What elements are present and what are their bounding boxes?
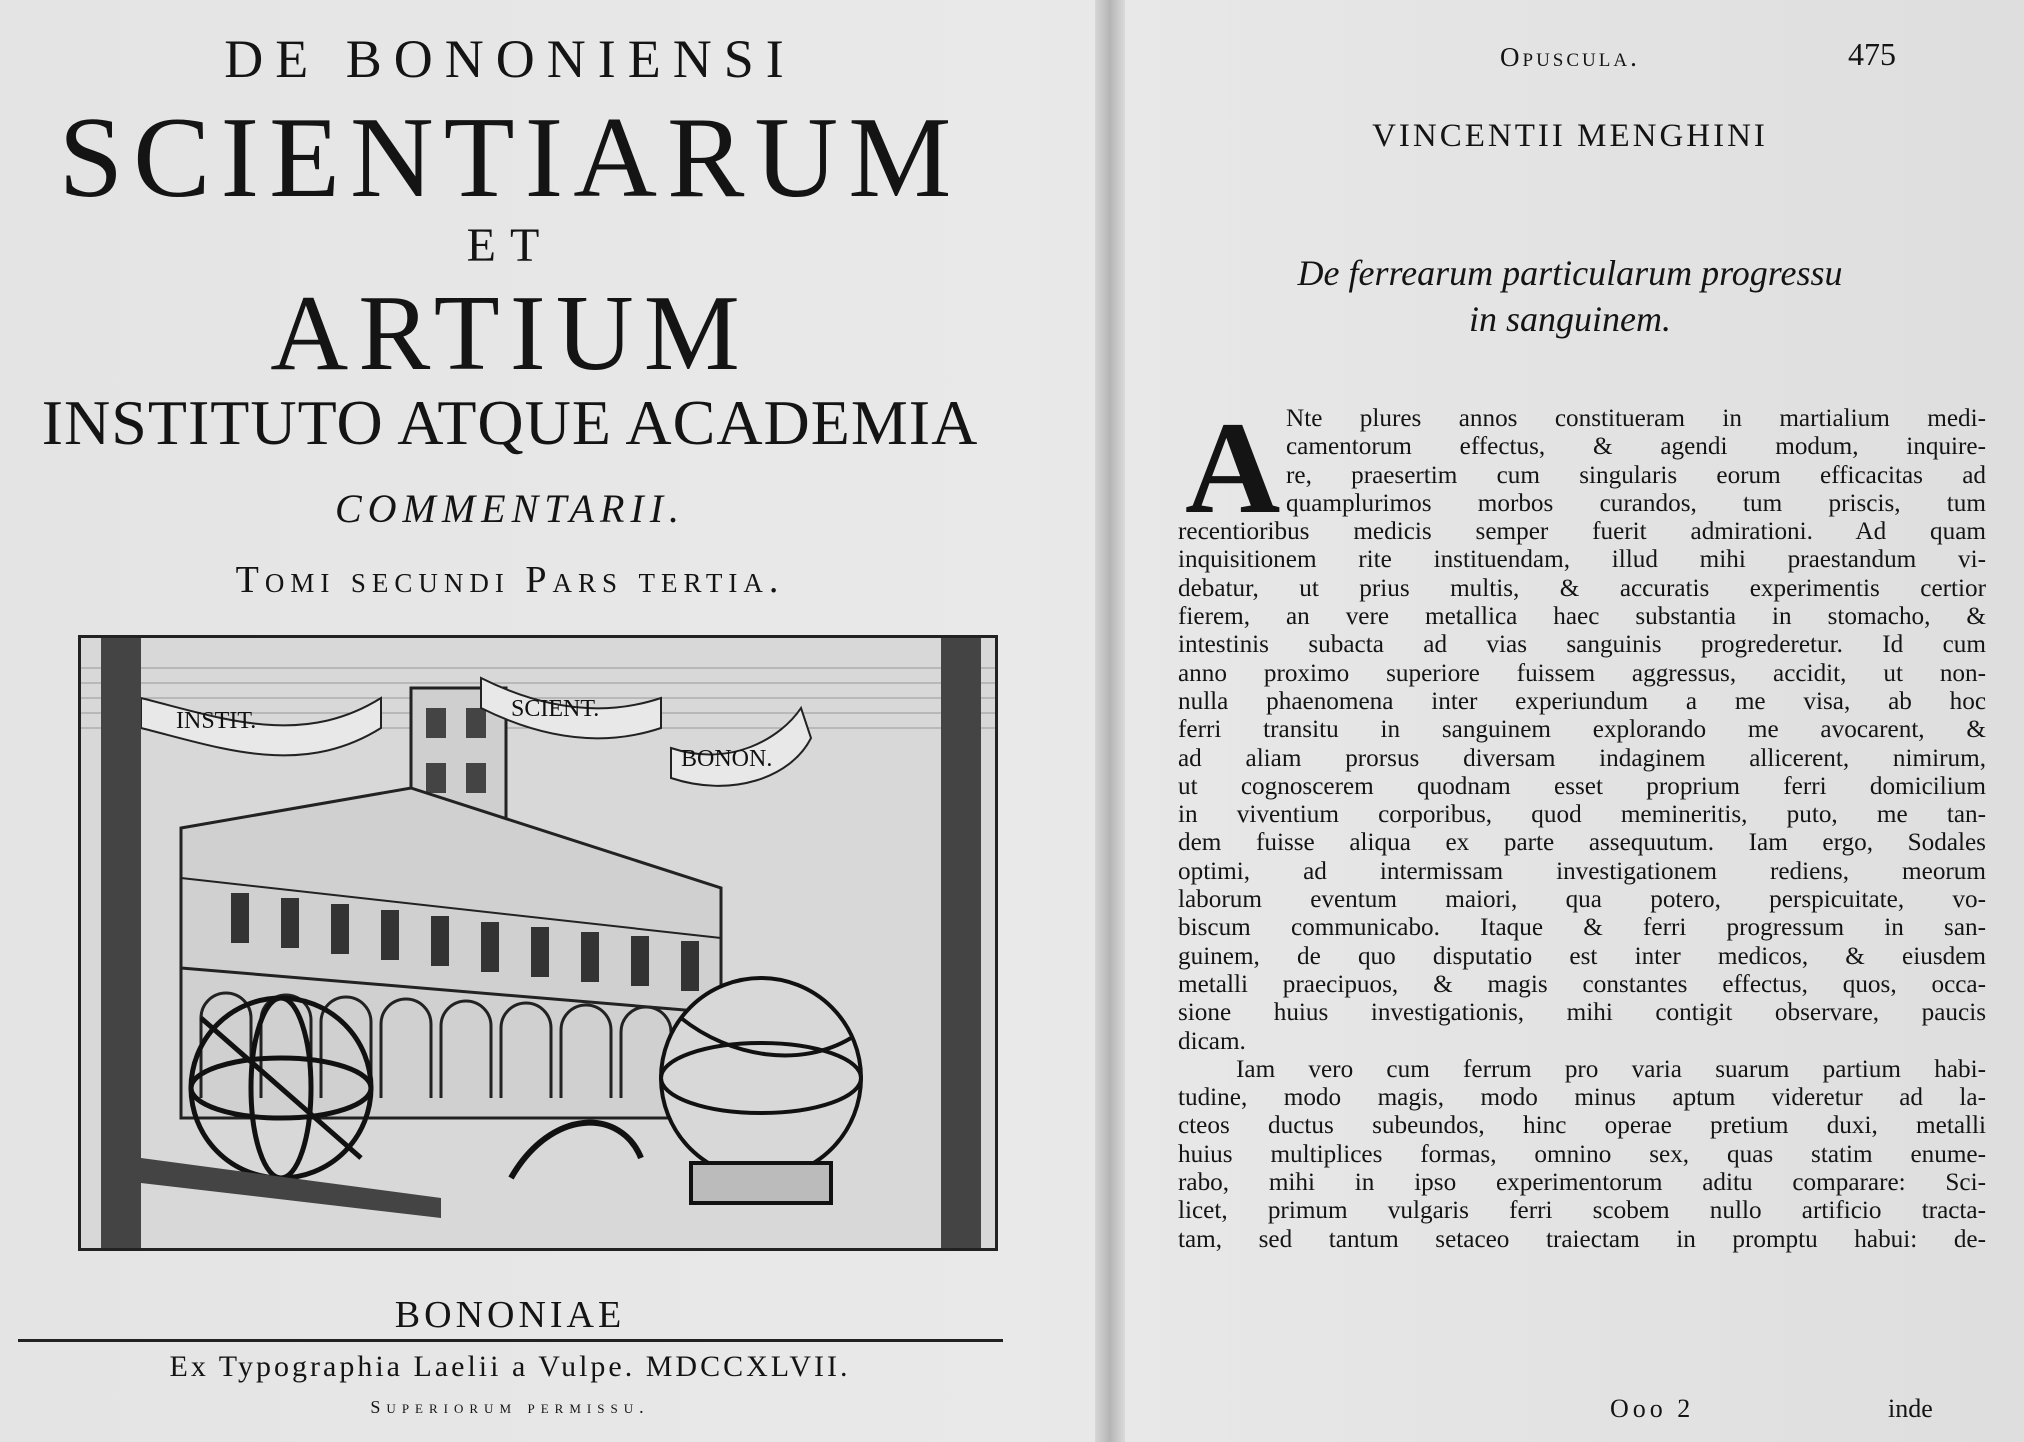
body-line: sione huius investigationis, mihi contigit observare, paucis bbox=[1178, 999, 1986, 1027]
running-head: Opuscula. bbox=[1500, 42, 1640, 72]
body-line: ut cognoscerem quodnam esset proprium ferri domicilium bbox=[1178, 772, 1986, 800]
body-line: licet, primum vulgaris ferri scobem nullo artificio tracta- bbox=[1178, 1197, 1986, 1225]
title-line-instituto: INSTITUTO ATQUE ACADEMIA bbox=[41, 387, 979, 458]
body-line: recentioribus medicis semper fuerit admirationi. Ad quam bbox=[1178, 518, 1986, 546]
body-line: optimi, ad intermissam investigationem rediens, meorum bbox=[1178, 857, 1986, 885]
body-line: ferri transitu in sanguinem explorando me avocarent, & bbox=[1178, 716, 1986, 744]
body-line: laborum eventum maiori, qua potero, perspicuitate, vo- bbox=[1178, 886, 1986, 914]
body-line: dem fuisse aliqua ex parte assequutum. Iam ergo, Sodales bbox=[1178, 829, 1986, 857]
engraving-svg bbox=[81, 638, 995, 1248]
imprint-rule bbox=[18, 1339, 1003, 1342]
body-line: intestinis subacta ad vias sanguinis progrederetur. Id cum bbox=[1178, 631, 1986, 659]
body-line: nulla phaenomena inter experiundum a me visa, ab hoc bbox=[1178, 687, 1986, 715]
article-title-line1: De ferrearum particularum progressu bbox=[1297, 253, 1843, 293]
body-line: quamplurimos morbos curandos, tum priscis, tum bbox=[1286, 489, 1986, 517]
body-line: anno proximo superiore fuissem aggressus, accidit, ut non- bbox=[1178, 659, 1986, 687]
article-title-line2: in sanguinem. bbox=[1469, 299, 1671, 339]
title-line-artium: ARTIUM bbox=[270, 274, 750, 393]
terrestrial-globe bbox=[661, 978, 861, 1203]
title-line-tomi: Tomi secundi Pars tertia. bbox=[235, 559, 785, 601]
signature-mark: Ooo 2 bbox=[1610, 1394, 1695, 1423]
body-line: inquisitionem rite instituendam, illud mihi praestandum vi- bbox=[1178, 546, 1986, 574]
imprint-city: BONONIAE bbox=[394, 1294, 626, 1336]
permission-line: Superiorum permissu. bbox=[370, 1397, 650, 1417]
drop-cap: A bbox=[1185, 394, 1281, 541]
body-line: huius multiplices formas, omnino sex, quas statim enume- bbox=[1178, 1140, 1986, 1168]
book-gutter bbox=[1095, 0, 1125, 1442]
title-line-de-bononiensi: DE BONONIENSI bbox=[224, 29, 796, 89]
body-line: camentorum effectus, & agendi modum, inquire- bbox=[1286, 433, 1986, 461]
body-line: tudine, modo magis, modo minus aptum videretur ad la- bbox=[1178, 1084, 1986, 1112]
body-line: cteos ductus subeundos, hinc operae pretium duxi, metalli bbox=[1178, 1112, 1986, 1140]
body-line: debatur, ut prius multis, & accuratis experimentis certior bbox=[1178, 574, 1986, 602]
body-line: biscum communicabo. Itaque & ferri progressum in san- bbox=[1178, 914, 1986, 942]
body-line: metalli praecipuos, & magis constantes effectus, quos, occa- bbox=[1178, 970, 1986, 998]
title-line-scientiarum: SCIENTIARUM bbox=[58, 94, 962, 222]
banner-scient: SCIENT. bbox=[511, 696, 600, 722]
body-line: ad aliam prorsus diversam indaginem allicerent, nimirum, bbox=[1178, 744, 1986, 772]
body-line: dicam. bbox=[1178, 1027, 1246, 1055]
engraving-illustration bbox=[78, 635, 998, 1251]
text-page bbox=[1130, 0, 2010, 1442]
body-line: in viventium corporibus, quod memineritis, puto, me tan- bbox=[1178, 801, 1986, 829]
title-line-commentarii: COMMENTARII. bbox=[334, 486, 686, 531]
body-line: fierem, an vere metallica haec substantia in stomacho, & bbox=[1178, 603, 1986, 631]
article-title bbox=[1130, 250, 2010, 342]
body-line: tam, sed tantum setaceo traiectam in promptu habui: de- bbox=[1178, 1225, 1986, 1253]
page-number: 475 bbox=[1848, 36, 1896, 72]
body-line: re, praesertim cum singularis eorum efficacitas ad bbox=[1286, 461, 1986, 489]
body-line: guinem, de quo disputatio est inter medicos, & eiusdem bbox=[1178, 942, 1986, 970]
body-line: rabo, mihi in ipso experimentorum aditu comparare: Sci- bbox=[1178, 1169, 1986, 1197]
banner-instit: INSTIT. bbox=[176, 708, 257, 734]
author-name: VINCENTII MENGHINI bbox=[1372, 118, 1768, 154]
body-text bbox=[1178, 394, 1986, 1254]
publisher-line: Ex Typographia Laelii a Vulpe. MDCCXLVII. bbox=[169, 1350, 851, 1383]
catchword: inde bbox=[1888, 1394, 1933, 1423]
body-line: Nte plures annos constitueram in martialium medi- bbox=[1286, 405, 1986, 432]
body-line: Iam vero cum ferrum pro varia suarum partium habi- bbox=[1236, 1055, 1986, 1083]
title-line-et: ET bbox=[466, 219, 554, 272]
banner-bonon: BONON. bbox=[681, 746, 773, 772]
